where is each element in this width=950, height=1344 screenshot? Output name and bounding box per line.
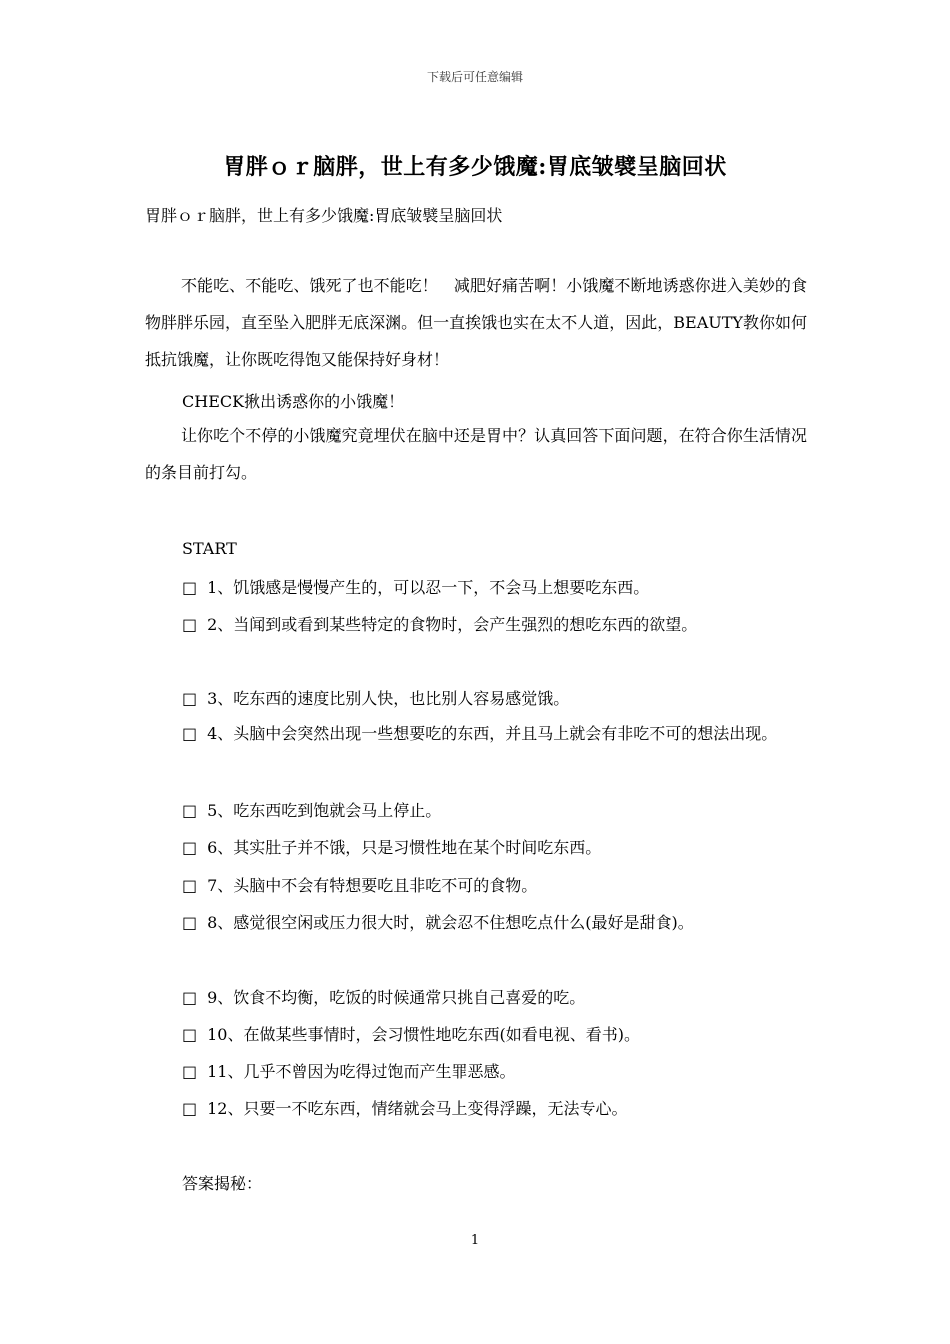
checklist-item-text: 6、其实肚子并不饿，只是习惯性地在某个时间吃东西。 — [207, 838, 602, 857]
checkbox-icon[interactable]: □ — [182, 689, 198, 708]
question-block — [145, 417, 807, 491]
checkbox-icon[interactable]: □ — [182, 1062, 198, 1081]
checklist-item — [182, 835, 601, 858]
checklist-item — [182, 686, 569, 709]
checklist-item — [182, 985, 585, 1008]
checklist-item-text: 12、只要一不吃东西，情绪就会马上变得浮躁，无法专心。 — [207, 1099, 628, 1118]
checklist-item-text: 7、头脑中不会有特想要吃且非吃不可的食物。 — [207, 876, 538, 895]
checkbox-icon[interactable]: □ — [182, 913, 198, 932]
checkbox-icon[interactable]: □ — [182, 801, 198, 820]
check-line: CHECK揪出诱惑你的小饿魔！ — [182, 392, 405, 411]
checklist-item — [182, 873, 537, 896]
checklist-item-text: 8、感觉很空闲或压力很大时，就会忍不住想吃点什么(最好是甜食)。 — [207, 913, 694, 932]
checklist-item-text: 10、在做某些事情时，会习惯性地吃东西(如看电视、看书)。 — [207, 1025, 640, 1044]
checklist-item — [145, 715, 807, 752]
document-subtitle: 胃胖ｏｒ脑胖，世上有多少饿魔:胃底皱襞呈脑回状 — [145, 206, 503, 225]
question-paragraph: 让你吃个不停的小饿魔究竟埋伏在脑中还是胃中？认真回答下面问题，在符合你生活情况的条目前打勾。 — [145, 426, 807, 482]
checkbox-icon[interactable]: □ — [182, 724, 198, 743]
checklist-item-text: 4、头脑中会突然出现一些想要吃的东西，并且马上就会有非吃不可的想法出现。 — [207, 724, 778, 743]
checklist-item — [182, 1096, 628, 1119]
checklist-item — [182, 910, 694, 933]
checklist-item-text: 1、饥饿感是慢慢产生的，可以忍一下，不会马上想要吃东西。 — [207, 578, 650, 597]
checklist-item-text: 9、饮食不均衡，吃饭的时候通常只挑自己喜爱的吃。 — [207, 988, 586, 1007]
checkbox-icon[interactable]: □ — [182, 1025, 198, 1044]
checkbox-icon[interactable]: □ — [182, 876, 198, 895]
checklist-item — [182, 1059, 516, 1082]
page-number: 1 — [470, 1233, 480, 1248]
start-label: START — [182, 539, 237, 558]
checklist-item-text: 2、当闻到或看到某些特定的食物时，会产生强烈的想吃东西的欲望。 — [207, 615, 698, 634]
checkbox-icon[interactable]: □ — [182, 615, 198, 634]
checkbox-icon[interactable]: □ — [182, 1099, 198, 1118]
intro-paragraph: 不能吃、不能吃、饿死了也不能吃！ 减肥好痛苦啊！小饿魔不断地诱惑你进入美妙的食物胖胖乐园，直至坠入肥胖无底深渊。但一直挨饿也实在太不人道，因此，BEAUTY教你如何抵抗饿魔，让你既吃得饱又能保持好身材！ — [145, 276, 807, 369]
intro-block — [145, 267, 807, 378]
checklist-item — [182, 1022, 640, 1045]
checklist-item — [182, 798, 441, 821]
checkbox-icon[interactable]: □ — [182, 578, 198, 597]
checkbox-icon[interactable]: □ — [182, 988, 198, 1007]
checklist-item-text: 5、吃东西吃到饱就会马上停止。 — [207, 801, 442, 820]
header-note: 下载后可任意编辑 — [426, 70, 523, 84]
document-title: 胃胖ｏｒ脑胖，世上有多少饿魔:胃底皱襞呈脑回状 — [223, 154, 727, 180]
checklist-item-text: 3、吃东西的速度比别人快，也比别人容易感觉饿。 — [207, 689, 570, 708]
answer-heading: 答案揭秘： — [182, 1174, 263, 1193]
checklist-item — [182, 612, 697, 635]
checklist-item-text: 11、几乎不曾因为吃得过饱而产生罪恶感。 — [207, 1062, 516, 1081]
checklist-item — [182, 575, 649, 598]
checkbox-icon[interactable]: □ — [182, 838, 198, 857]
